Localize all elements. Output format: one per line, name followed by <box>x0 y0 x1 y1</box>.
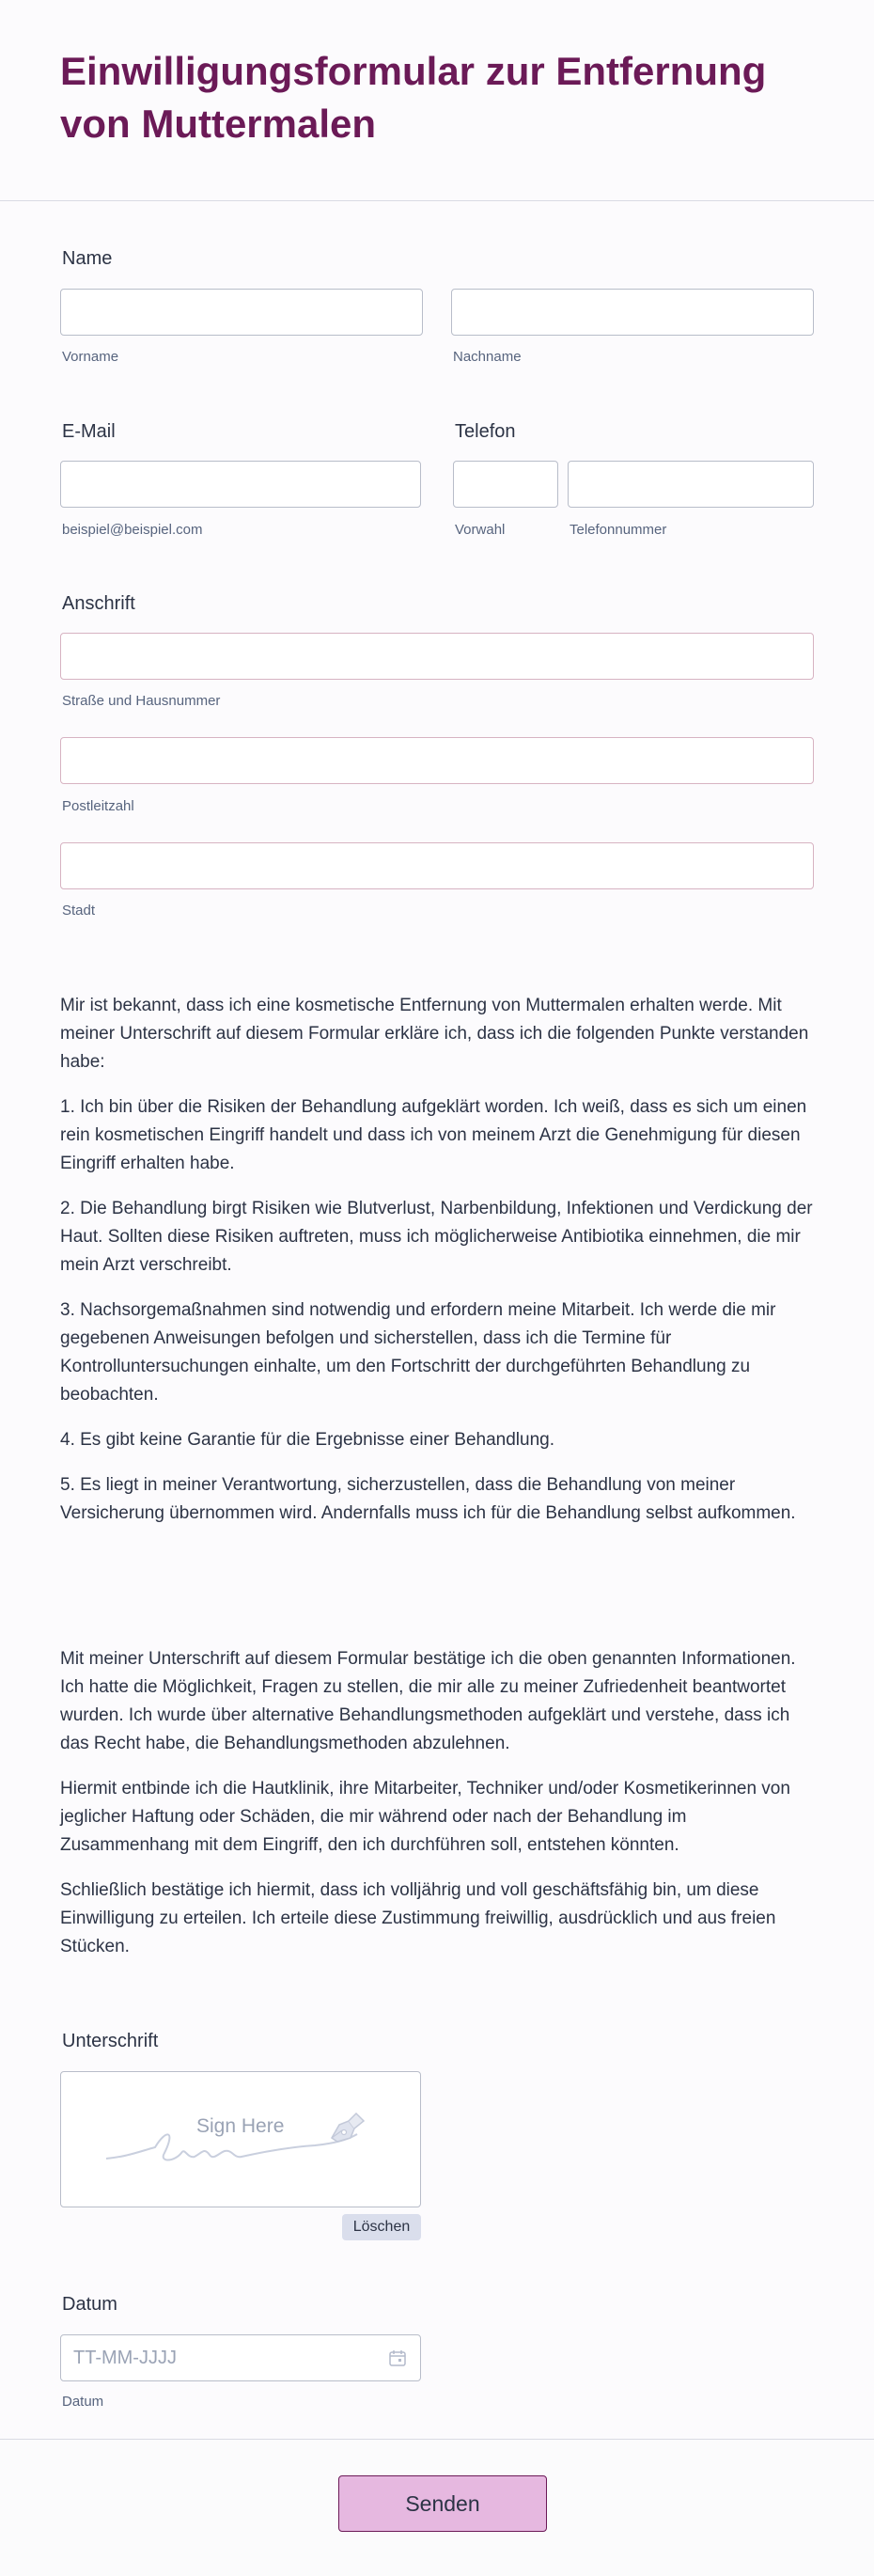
street-sublabel: Straße und Hausnummer <box>62 693 221 709</box>
area-code-input[interactable] <box>453 461 558 508</box>
first-name-sublabel: Vorname <box>62 349 119 365</box>
calendar-icon[interactable] <box>388 2348 407 2367</box>
email-sublabel: beispiel@beispiel.com <box>62 522 203 538</box>
consent-text <box>60 992 816 1545</box>
confirmation-paragraph: Hiermit entbinde ich die Hautklinik, ihre Mitarbeiter, Techniker und/oder Kosmetikerinnen von jeglicher Haftung oder Schäden, die mir während oder nach der Behandlung im Zusammenhang mit dem Eingriff, den ich durchführen soll, entstehen könnten. <box>60 1779 790 1855</box>
consent-paragraph: Mir ist bekannt, dass ich eine kosmetische Entfernung von Muttermalen erhalten werde. Mit meiner Unterschrift auf diesem Formular erkläre ich, dass ich die folgenden Punkte verstanden habe: <box>60 996 809 1072</box>
consent-paragraph: 2. Die Behandlung birgt Risiken wie Blutverlust, Narbenbildung, Infektionen und Verdickung der Haut. Sollten diese Risiken auftreten, muss ich möglicherweise Antibiotika einnehmen, die mir mein Arzt verschreibt. <box>60 1199 813 1275</box>
phone-label: Telefon <box>455 421 516 442</box>
consent-paragraph: 1. Ich bin über die Risiken der Behandlung aufgeklärt worden. Ich weiß, dass es sich um einen rein kosmetischen Eingriff handelt und dass ich von meinem Arzt die Genehmigung für diesen Eingriff erhalten habe. <box>60 1097 807 1173</box>
signature-placeholder: Sign Here <box>196 2115 285 2137</box>
consent-paragraph: 3. Nachsorgemaßnahmen sind notwendig und erfordern meine Mitarbeit. Ich werde die mir gegebenen Anweisungen befolgen und sicherstellen, dass ich die Termine für Kontrolluntersuchungen einhalte, um den Fortschritt der durchgeführten Behandlung zu beobachten. <box>60 1300 776 1405</box>
area-code-sublabel: Vorwahl <box>455 522 506 538</box>
phone-number-input[interactable] <box>568 461 814 508</box>
last-name-sublabel: Nachname <box>453 349 522 365</box>
consent-paragraph: 4. Es gibt keine Garantie für die Ergebnisse einer Behandlung. <box>60 1430 554 1450</box>
pen-nib-icon <box>326 2110 367 2147</box>
first-name-input[interactable] <box>60 289 423 336</box>
confirmation-paragraph: Mit meiner Unterschrift auf diesem Formular bestätige ich die oben genannten Informationen. Ich hatte die Möglichkeit, Fragen zu stellen, die mir alle zu meiner Zufriedenheit beantwortet wurden. Ich wurde über alternative Behandlungsmethoden aufgeklärt und verstehe, dass ich das Recht habe, die Behandlungsmethoden abzulehnen. <box>60 1649 796 1753</box>
zip-sublabel: Postleitzahl <box>62 798 134 814</box>
signature-pad[interactable] <box>60 2071 421 2207</box>
city-sublabel: Stadt <box>62 903 96 919</box>
date-input[interactable] <box>60 2334 421 2381</box>
page-title: Einwilligungsformular zur Entfernung von Muttermalen <box>60 49 767 146</box>
clear-signature-button[interactable]: Löschen <box>342 2214 421 2240</box>
consent-paragraph: 5. Es liegt in meiner Verantwortung, sicherzustellen, dass die Behandlung von meiner Versicherung übernommen wird. Andernfalls muss ich für die Behandlung selbst aufkommen. <box>60 1475 796 1523</box>
confirmation-text <box>60 1645 816 1978</box>
phone-number-sublabel: Telefonnummer <box>570 522 667 538</box>
date-label: Datum <box>62 2294 117 2315</box>
date-placeholder: TT-MM-JJJJ <box>73 2348 177 2368</box>
street-input[interactable] <box>60 633 814 680</box>
form-header <box>0 0 874 201</box>
submit-button[interactable]: Senden <box>338 2475 547 2532</box>
confirmation-paragraph: Schließlich bestätige ich hiermit, dass ich volljährig und voll geschäftsfähig bin, um diese Einwilligung zu erteilen. Ich erteile diese Zustimmung freiwillig, ausdrücklich und aus freien Stücken. <box>60 1880 776 1956</box>
email-input[interactable] <box>60 461 421 508</box>
name-label: Name <box>62 248 113 269</box>
city-input[interactable] <box>60 842 814 889</box>
last-name-input[interactable] <box>451 289 814 336</box>
address-label: Anschrift <box>62 593 135 614</box>
zip-input[interactable] <box>60 737 814 784</box>
date-sublabel: Datum <box>62 2394 104 2410</box>
signature-label: Unterschrift <box>62 2031 159 2051</box>
email-label: E-Mail <box>62 421 116 442</box>
